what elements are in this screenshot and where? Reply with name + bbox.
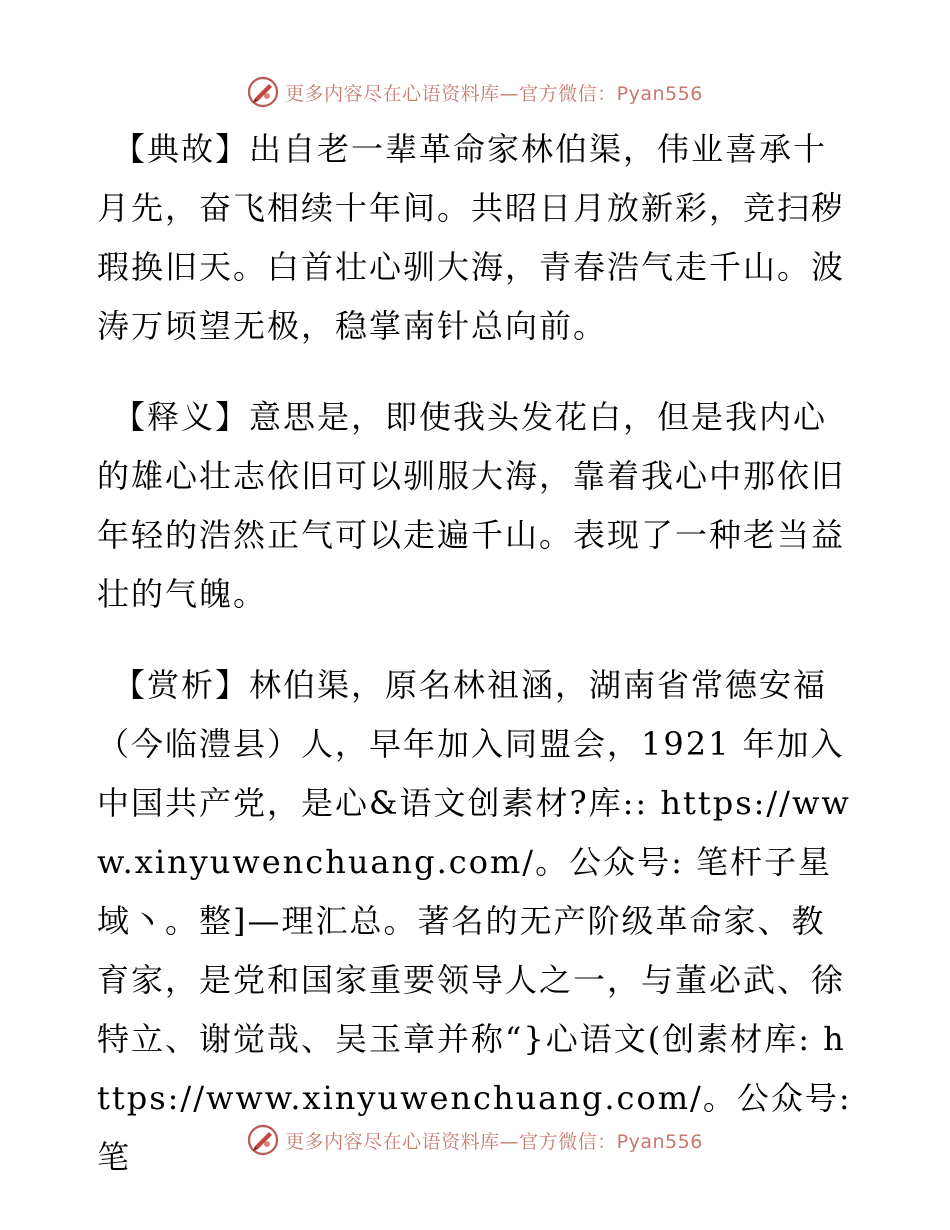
paragraph-allusion <box>97 120 857 356</box>
header-banner-text: 更多内容尽在心语资料库—官方微信：Pyan556 <box>285 82 703 105</box>
footer-banner <box>0 1120 950 1160</box>
pen-seal-logo-icon <box>247 1124 279 1156</box>
header-banner <box>0 72 950 112</box>
paragraph-heading: 【赏析】 <box>113 666 250 704</box>
paragraph-text: 意思是，即使我头发花白，但是我内心的雄心壮志依旧可以驯服大海，靠着我心中那依旧年轻的浩然正气可以走遍千山。表现了一种老当益壮的气魄。 <box>97 398 846 613</box>
paragraph-text: 出自老一辈革命家林伯渠，伟业喜承十月先，奋飞相续十年间。共昭日月放新彩，竞扫秽瑕换旧天。白首壮心驯大海，青春浩气走千山。波涛万顷望无极，稳掌南针总向前。 <box>97 130 846 345</box>
paragraph-heading: 【典故】 <box>113 130 250 168</box>
footer-banner-text: 更多内容尽在心语资料库—官方微信：Pyan556 <box>285 1130 703 1153</box>
paragraph-meaning <box>97 388 857 624</box>
paragraph-heading: 【释义】 <box>113 398 250 436</box>
pen-seal-logo-icon <box>247 76 279 108</box>
paragraph-appreciation <box>97 656 857 1187</box>
paragraph-text: 林伯渠，原名林祖涵，湖南省常德安福（今临澧县）人，早年加入同盟会，1921 年加入中国共产党，是心&语文创素材?库:: https://www.xinyuwenchuang.com/。公众号: 笔杆子星域丶。整]—理汇总。著名的无产阶级革命家、教育家，是党和国家重要领导人之一，与董必武、徐特立、谢觉哉、吴玉章并称“}心语文(创素材库: https://www.xinyuwenchuang.com/。公众号: 笔 <box>97 666 852 1176</box>
document-body <box>97 120 857 1219</box>
